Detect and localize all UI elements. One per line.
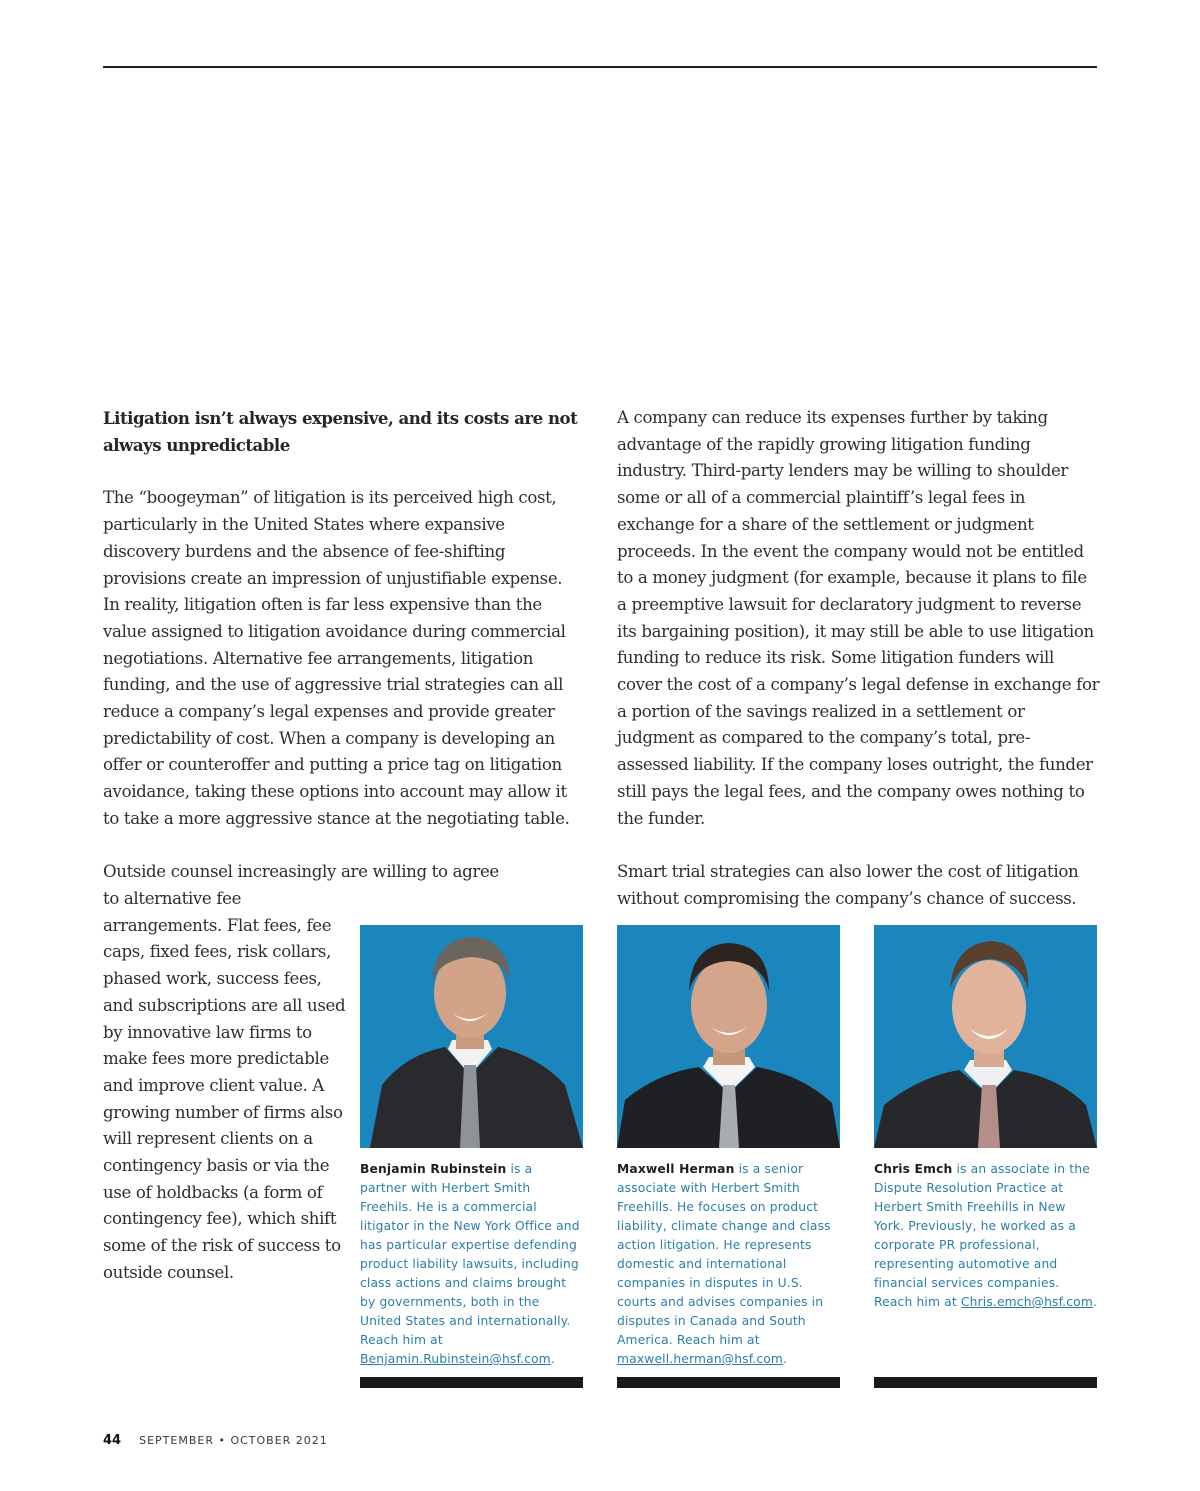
left-paragraph-2: to alternative fee arrangements. Flat fees, fee caps, fixed fees, risk collars, phased work, success fees, and subscriptions are all used by innovative law firms to make fees more predictable and improve client value. A growing number of firms also will represent clients on a contingency basis or via the use of holdbacks (a form of contingency fee), which shift some of the risk of success to outside counsel. <box>103 889 346 1282</box>
bio-description: is a senior associate with Herbert Smith Freehills. He focuses on product liability, climate change and class action litigation. He represents domestic and international companies in disputes in U.S. courts and advises companies in disputes in Canada and South America. Reach him at <box>617 1162 831 1347</box>
bio-text-herman <box>617 1160 840 1369</box>
bio-email-link[interactable]: Benjamin.Rubinstein@hsf.com <box>360 1352 551 1366</box>
top-rule <box>103 66 1097 68</box>
right-paragraph-2: Smart trial strategies can also lower the cost of litigation without compromising the company’s chance of success. <box>617 862 1079 908</box>
bio-email-link[interactable]: maxwell.herman@hsf.com <box>617 1352 784 1366</box>
bio-card-herman <box>617 925 840 1369</box>
bio-description: is an associate in the Dispute Resolution Practice at Herbert Smith Freehills in New York. Previously, he worked as a corporate PR professional, representing automotive and financial services companies. Reach him at <box>874 1162 1090 1309</box>
right-paragraph-1: A company can reduce its expenses further by taking advantage of the rapidly growing litigation funding industry. Third-party lenders may be willing to shoulder some or all of a commercial plaintiff’s legal fees in exchange for a share of the settlement or judgment proceeds. In the event the company would not be entitled to a money judgment (for example, because it plans to file a preemptive lawsuit for declaratory judgment to reverse its bargaining position), it may still be able to use litigation funding to reduce its risk. Some litigation funders will cover the cost of a company’s legal defense in exchange for a portion of the savings realized in a settlement or judgment as compared to the company’s total, pre-assessed liability. If the company loses outright, the funder still pays the legal fees, and the company owes nothing to the funder. <box>617 408 1100 828</box>
bio-period: . <box>550 1352 555 1366</box>
bio-bar-herman <box>617 1377 840 1388</box>
bio-text-rubinstein <box>360 1160 583 1369</box>
section-heading: Litigation isn’t always expensive, and its costs are not always unpredictable <box>103 408 578 455</box>
bio-period: . <box>1092 1295 1098 1309</box>
portrait-photo-herman <box>617 925 840 1148</box>
bio-card-emch <box>874 925 1097 1312</box>
bio-name: Maxwell Herman <box>617 1162 735 1176</box>
page-number: 44 <box>103 1433 122 1448</box>
page-footer <box>103 1433 328 1448</box>
left-column <box>103 405 583 860</box>
bio-period: . <box>783 1352 788 1366</box>
bio-description: is a partner with Herbert Smith Freehils. He is a commercial litigator in the New York Office and has particular expertise defending product liability lawsuits, including class actions and claims brought by governments, both in the United States and internationally. Reach him at <box>360 1162 580 1347</box>
bio-name: Chris Emch <box>874 1162 953 1176</box>
right-column <box>617 405 1101 940</box>
bio-text-emch <box>874 1160 1097 1312</box>
portrait-photo-emch <box>874 925 1097 1148</box>
issue-date: SEPTEMBER • OCTOBER 2021 <box>139 1434 328 1447</box>
left-paragraph-2-first-line: Outside counsel increasingly are willing to agree <box>103 862 499 881</box>
bio-bar-emch <box>874 1377 1097 1388</box>
portrait-photo-rubinstein <box>360 925 583 1148</box>
bio-card-rubinstein <box>360 925 583 1369</box>
bio-name: Benjamin Rubinstein <box>360 1162 507 1176</box>
bio-bar-rubinstein <box>360 1377 583 1388</box>
bio-email-link[interactable]: Chris.emch@hsf.com <box>960 1295 1093 1309</box>
left-paragraph-1: The “boogeyman” of litigation is its perceived high cost, particularly in the United States where expansive discovery burdens and the absence of fee-shifting provisions create an impression of unjustifiable expense. In reality, litigation often is far less expensive than the value assigned to litigation avoidance during commercial negotiations. Alternative fee arrangements, litigation funding, and the use of aggressive trial strategies can all reduce a company’s legal expenses and provide greater predictability of cost. When a company is developing an offer or counteroffer and putting a price tag on litigation avoidance, taking these options into account may allow it to take a more aggressive stance at the negotiating table. <box>103 488 570 828</box>
